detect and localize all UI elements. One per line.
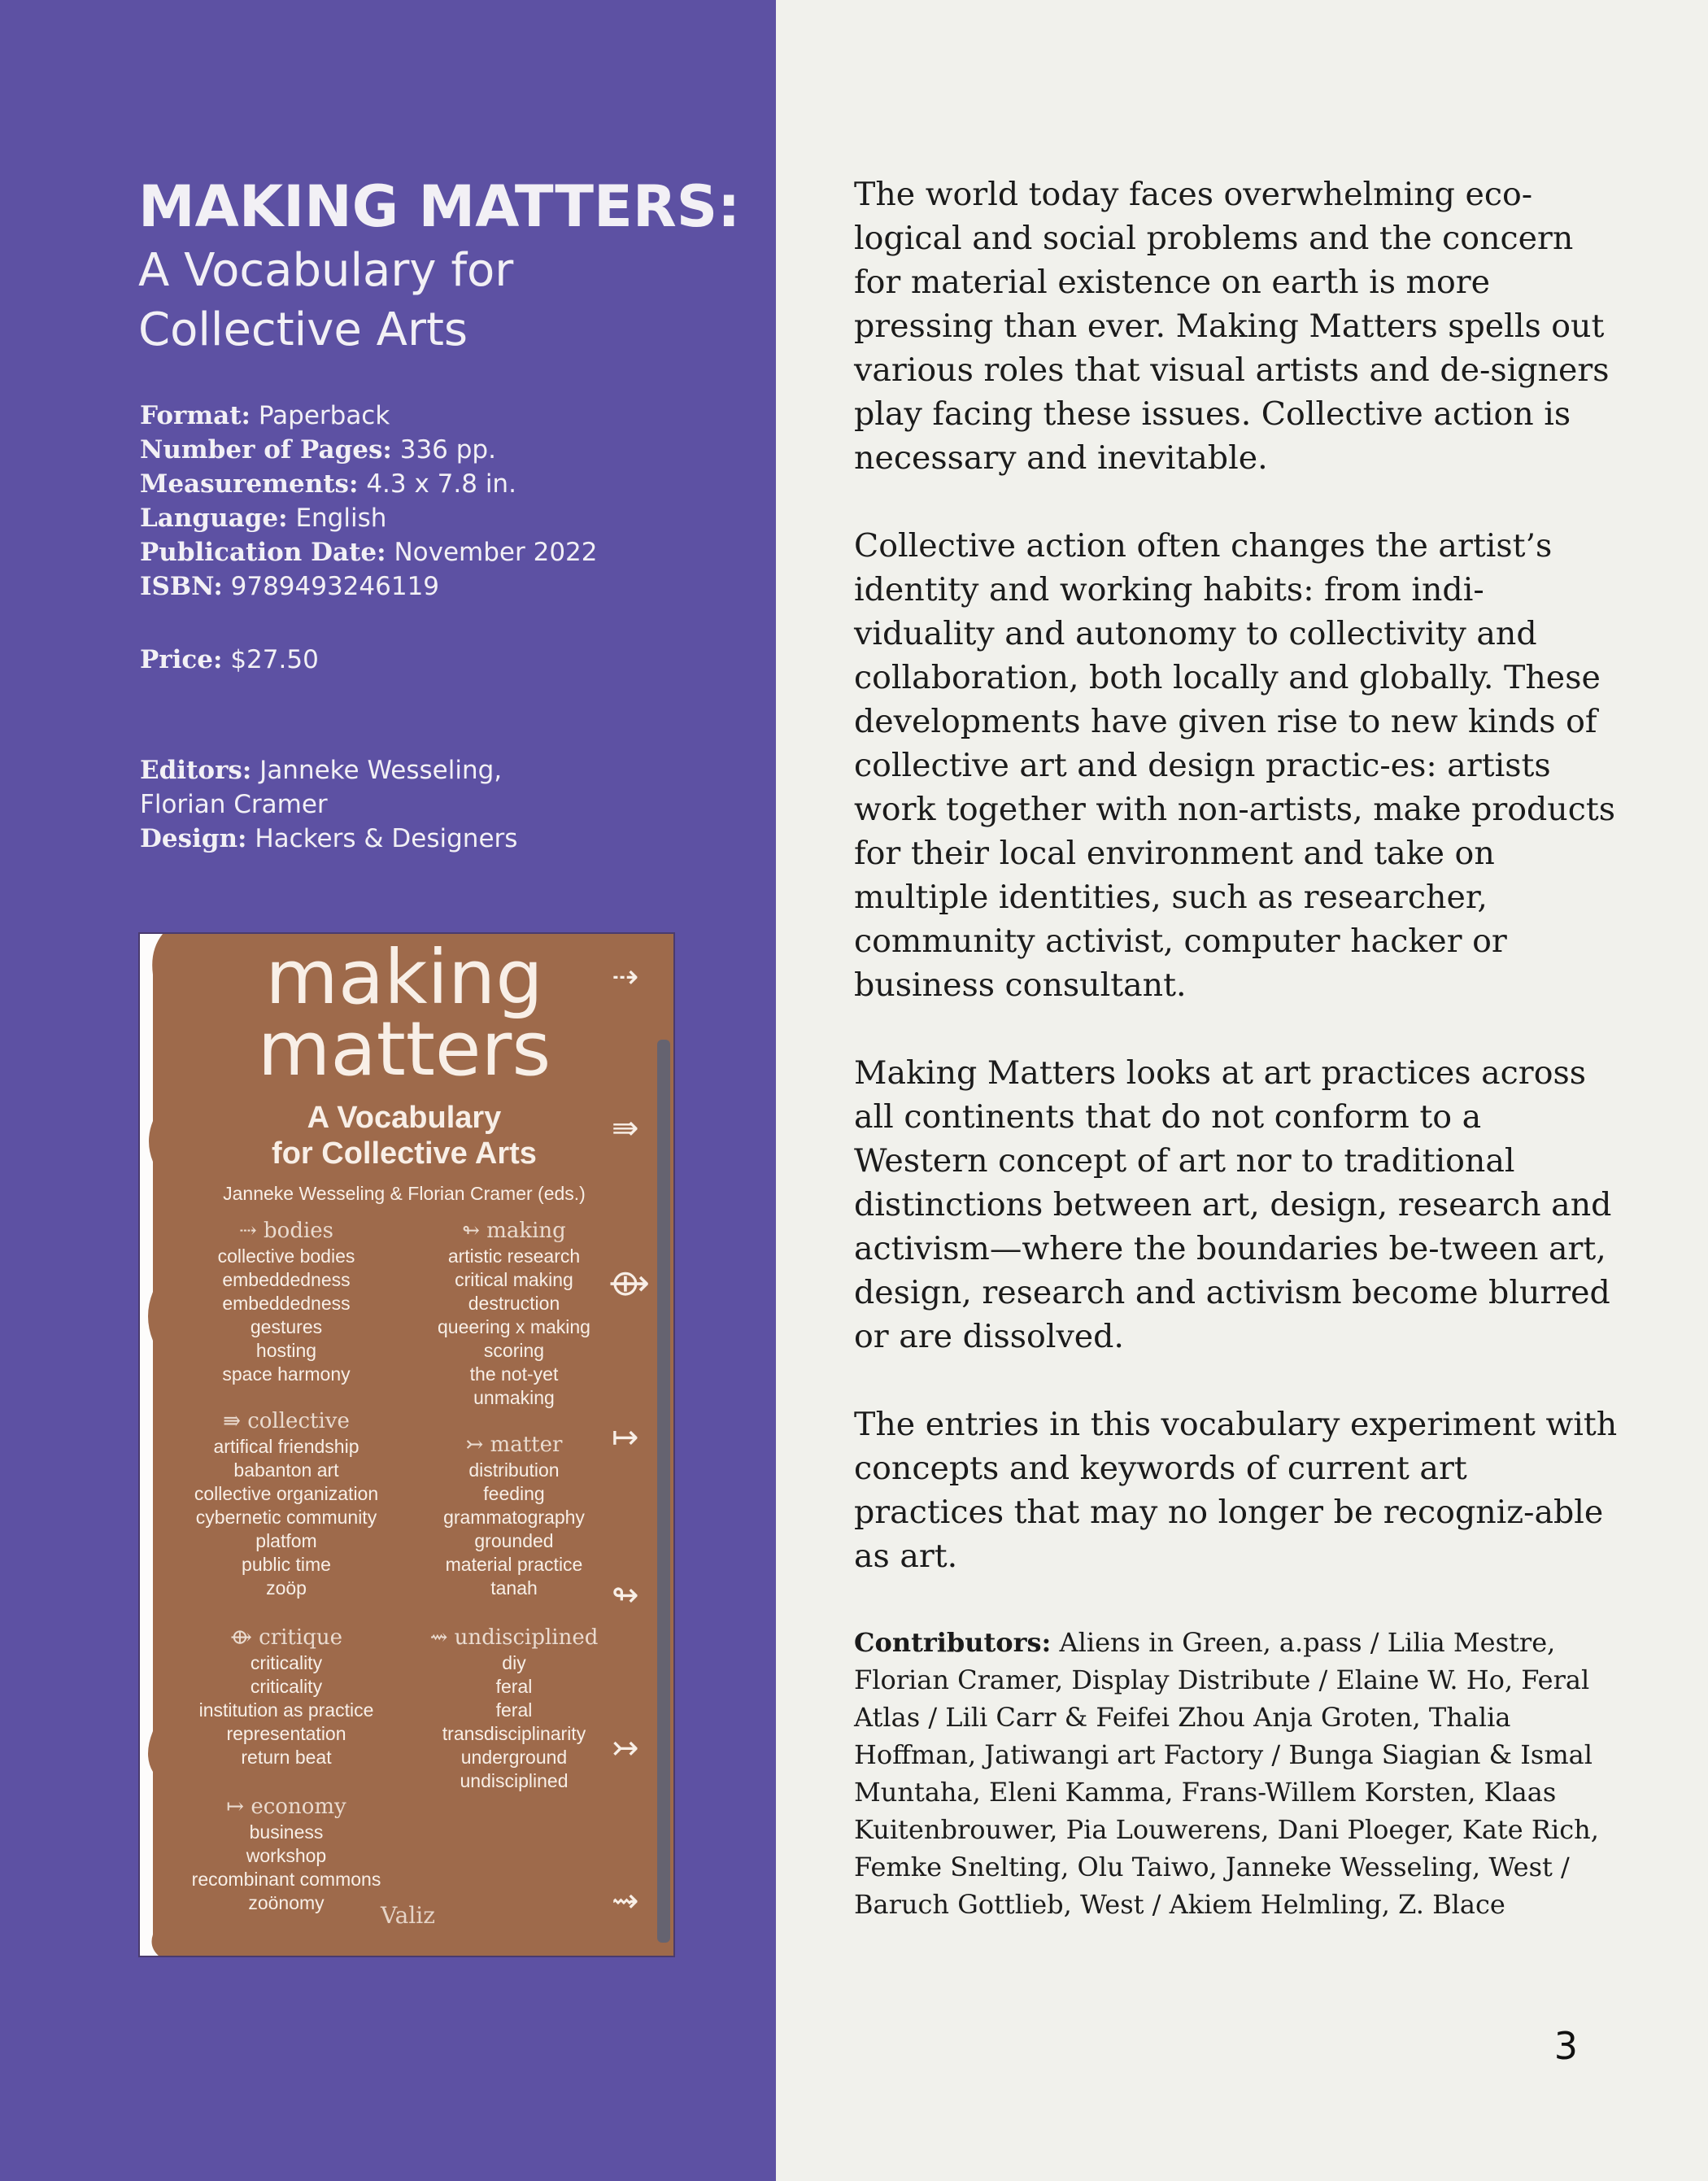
cover-section-heading: ⇢ bodies xyxy=(238,1219,334,1243)
cover-arrow-icon: ⇝ xyxy=(612,1882,639,1920)
cover-section-bodies xyxy=(164,1217,408,1386)
price-label: Price: xyxy=(140,645,223,674)
cover-item: public time xyxy=(242,1554,331,1575)
cover-item: artifical friendship xyxy=(213,1436,359,1457)
design-label: Design: xyxy=(140,824,247,853)
cover-section-heading: ↦ economy xyxy=(226,1795,346,1819)
cover-item: destruction xyxy=(468,1293,560,1314)
cover-arrow-icon: ↣ xyxy=(612,1730,639,1767)
cover-arrow-icon: ↦ xyxy=(612,1419,639,1456)
cover-section-heading: ⇝ undisciplined xyxy=(429,1625,599,1650)
cover-item: collective organization xyxy=(194,1483,379,1504)
cover-item: workshop xyxy=(246,1845,327,1866)
cover-section-heading: ↣ matter xyxy=(465,1433,563,1457)
cover-section-items xyxy=(416,1245,612,1410)
cover-section-items xyxy=(416,1459,612,1600)
cover-arrow-icon: ⟴ xyxy=(608,1263,650,1304)
detail-label: Publication Date: xyxy=(140,538,386,567)
description-paragraph: The entries in this vocabulary experiment with concepts and keywords of current art practices that may no longer be recogniz-able as art. xyxy=(854,1406,1618,1575)
cover-item: critical making xyxy=(455,1269,573,1290)
cover-item: hosting xyxy=(255,1340,317,1361)
description xyxy=(854,172,1619,1622)
price-value: $27.50 xyxy=(230,645,319,674)
cover-section-items xyxy=(408,1651,620,1793)
detail-measurements xyxy=(140,467,516,501)
contributors-list: Aliens in Green, a.pass / Lilia Mestre, Florian Cramer, Display Distribute / Elaine W. Ho, Feral Atlas / Lili Carr & Feifei Zhou Anja Groten, Thalia Hoffman, Jatiwangi art Factory / Bunga Siagian & Ismal Muntaha, Eleni Kamma, Frans-Willem Korsten, Klaas Kuitenbrouwer, Pia Louwerens, Dani Ploeger, Kate Rich, Femke Snelting, Olu Taiwo, Janneke Wesseling, West / Baruch Gottlieb, West / Akiem Helmling, Z. Blace xyxy=(854,1627,1599,1920)
cover-item: the not-yet xyxy=(469,1363,559,1385)
cover-item: artistic research xyxy=(447,1245,581,1267)
description-paragraph: The world today faces overwhelming eco-logical and social problems and the concern for material existence on earth is more pressing than ever. Making Matters spells out various roles that visual artists and de-signers play facing these issues. Collective action is necessary and inevitable. xyxy=(854,176,1610,477)
detail-publication-date xyxy=(140,535,597,569)
description-paragraph: Collective action often changes the artist’s identity and working habits: from indi-viduality and autonomy to collectivity and collaboration, both locally and globally. These developments have given rise to new kinds of collective art and design practic-es: artists work together with non-artists, make products for their local environment and take on multiple identities, such as researcher, community activist, computer hacker or business consultant. xyxy=(854,527,1616,1004)
cover-item: unmaking xyxy=(473,1387,555,1408)
detail-value: 9789493246119 xyxy=(230,572,440,601)
detail-value: 336 pp. xyxy=(399,435,496,465)
cover-title-line2: matters xyxy=(257,1005,551,1093)
cover-item: grammatography xyxy=(443,1507,585,1528)
cover-item: gestures xyxy=(250,1316,323,1337)
detail-language xyxy=(140,501,386,535)
cover-item: grounded xyxy=(474,1530,554,1551)
cover-editors: Janneke Wesseling & Florian Cramer (eds.) xyxy=(223,1183,586,1204)
price xyxy=(140,643,319,677)
detail-pages xyxy=(140,433,496,467)
cover-section-heading: ⟴ critique xyxy=(230,1625,342,1650)
cover-arrow-icon: ⇛ xyxy=(612,1110,639,1147)
detail-label: Measurements: xyxy=(140,469,359,499)
cover-title-line1: making xyxy=(265,934,543,1021)
cover-item: underground xyxy=(460,1747,568,1768)
cover-section-items xyxy=(164,1435,408,1600)
editors-value: Florian Cramer xyxy=(140,790,328,819)
cover-item: distribution xyxy=(468,1459,560,1481)
contributors xyxy=(854,1624,1610,1923)
cover-title xyxy=(140,934,669,1093)
cover-section-items xyxy=(164,1651,408,1769)
cover-item: cybernetic community xyxy=(195,1507,377,1528)
detail-value: 4.3 x 7.8 in. xyxy=(366,469,516,499)
cover-item: criticality xyxy=(250,1652,323,1673)
detail-isbn xyxy=(140,569,439,604)
page-number: 3 xyxy=(1553,2024,1578,2068)
cover-item: zoönomy xyxy=(248,1892,325,1913)
detail-format xyxy=(140,399,390,433)
cover-section-making xyxy=(416,1217,612,1410)
cover-item: business xyxy=(249,1821,324,1843)
editors-value: Janneke Wesseling, xyxy=(259,756,503,785)
cover-section-heading: ↬ making xyxy=(462,1219,566,1243)
cover-section-heading: ⇛ collective xyxy=(223,1409,350,1433)
cover-item: material practice xyxy=(445,1554,583,1575)
cover-item: platfom xyxy=(255,1530,317,1551)
cover-item: feral xyxy=(495,1676,533,1697)
detail-label: ISBN: xyxy=(140,572,223,601)
contributors-label: Contributors: xyxy=(854,1627,1052,1658)
cover-publisher: Valiz xyxy=(381,1902,436,1929)
cover-item: babanton art xyxy=(233,1459,339,1481)
cover-subtitle-line1: A Vocabulary xyxy=(307,1101,502,1135)
cover-item: feral xyxy=(495,1699,533,1721)
cover-item: undisciplined xyxy=(460,1770,569,1791)
cover-subtitle xyxy=(140,1100,669,1171)
cover-item: embeddedness xyxy=(222,1269,351,1290)
cover-item: embeddedness xyxy=(222,1293,351,1314)
detail-value: November 2022 xyxy=(394,538,598,567)
cover-item: collective bodies xyxy=(217,1245,355,1267)
cover-section-economy xyxy=(164,1793,408,1915)
book-title: MAKING MATTERS: xyxy=(138,173,741,240)
cover-section-matter xyxy=(416,1431,612,1600)
cover-item: diy xyxy=(502,1652,526,1673)
detail-label: Language: xyxy=(140,504,288,533)
cover-item: recombinant commons xyxy=(191,1869,381,1890)
cover-arrow-icon: ↬ xyxy=(612,1577,639,1614)
editors-label: Editors: xyxy=(140,756,252,785)
cover-item: return beat xyxy=(241,1747,332,1768)
cover-item: representation xyxy=(226,1723,346,1744)
cover-item: space harmony xyxy=(222,1363,351,1385)
detail-label: Number of Pages: xyxy=(140,435,392,465)
editors-line2 xyxy=(140,787,328,822)
cover-item: criticality xyxy=(250,1676,323,1697)
description-paragraph: Making Matters looks at art practices across all continents that do not conform to a Western concept of art nor to traditional distinctions between art, design, research and activism—where the boundaries be-tween art, design, research and activism become blurred or are dissolved. xyxy=(854,1054,1612,1355)
detail-value: English xyxy=(295,504,387,533)
cover-arrow-icon: ⇢ xyxy=(612,958,639,996)
cover-section-items xyxy=(164,1245,408,1386)
detail-value: Paperback xyxy=(258,401,390,430)
cover-item: transdisciplinarity xyxy=(442,1723,586,1744)
cover-item: tanah xyxy=(490,1577,538,1599)
book-cover-image xyxy=(138,932,675,1957)
book-subtitle: A Vocabulary for Collective Arts xyxy=(138,244,514,356)
editors xyxy=(140,753,502,787)
design xyxy=(140,822,517,856)
cover-section-items xyxy=(164,1821,408,1915)
cover-item: institution as practice xyxy=(198,1699,374,1721)
detail-label: Format: xyxy=(140,401,251,430)
cover-section-collective xyxy=(164,1407,408,1600)
cover-item: queering x making xyxy=(438,1316,590,1337)
cover-item: scoring xyxy=(483,1340,545,1361)
cover-item: feeding xyxy=(483,1483,545,1504)
cover-section-critique xyxy=(164,1624,408,1769)
cover-section-undisciplined xyxy=(408,1624,620,1793)
cover-item: zoöp xyxy=(266,1577,307,1599)
design-value: Hackers & Designers xyxy=(255,824,518,853)
cover-subtitle-line2: for Collective Arts xyxy=(272,1136,537,1171)
